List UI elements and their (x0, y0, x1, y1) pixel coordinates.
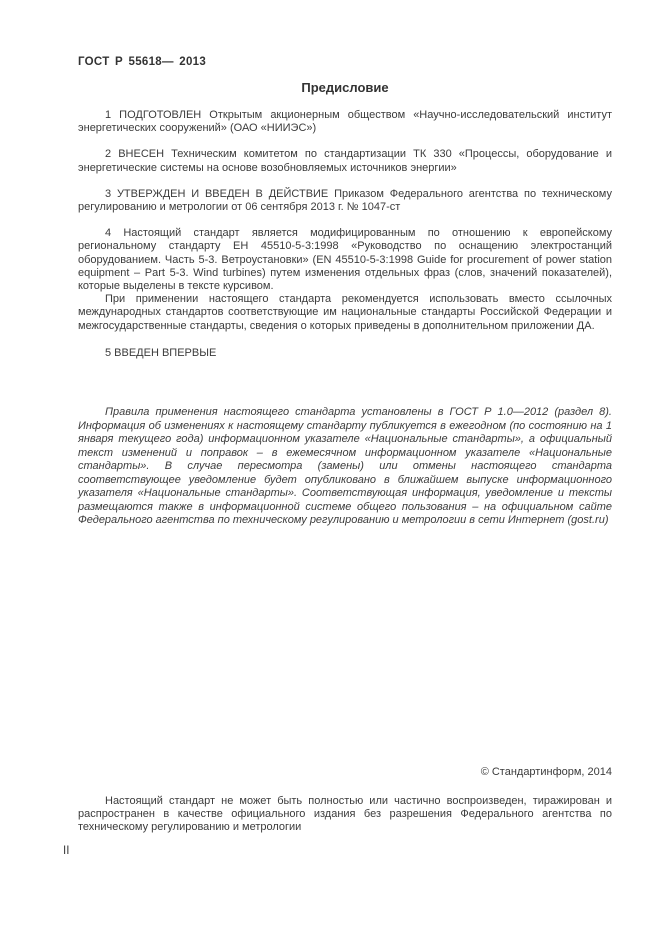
application-rules-note: Правила применения настоящего стандарта установлены в ГОСТ Р 1.0—2012 (раздел 8). Информация об изменениях к настоящему стандарту публикуется в ежегодном (по состоянию на 1 января текущего года) информационном указателе «Национальные стандарты», а официальный текст изменений и поправок – в ежемесячном информационном указателе «Национальные стандарты». В случае пересмотра (замены) или отмены настоящего стандарта соответствующее уведомление будет опубликовано в ближайшем выпуске информационного указателя «Национальные стандарты». Соответствующая информация, уведомление и тексты размещаются также в информационной системе общего пользования – на официальном сайте Федерального агентства по техническому регулированию и метрологии в сети Интернет (gost.ru) (78, 406, 612, 527)
clause-5-first-introduced: 5 ВВЕДЕН ВПЕРВЫЕ (105, 346, 217, 359)
clause-4-application-recommendation: При применении настоящего стандарта рекомендуется использовать вместо ссылочных международных стандартов соответствующие им национальные стандарты Российской Федерации и межгосударственные стандарты, сведения о которых приведены в дополнительном приложении ДА. (78, 293, 612, 332)
copyright-notice: © Стандартинформ, 2014 (480, 765, 612, 778)
reproduction-restriction-note: Настоящий стандарт не может быть полностью или частично воспроизведен, тиражирован и распространен в качестве официального издания без разрешения Федерального агентства по техническому регулированию и метрологии (78, 794, 612, 833)
page-number: II (63, 845, 70, 858)
standard-code: ГОСТ Р 55618— 2013 (78, 56, 207, 68)
clause-3-approved: 3 УТВЕРЖДЕН И ВВЕДЕН В ДЕЙСТВИЕ Приказом Федерального агентства по техническому регулированию и метрологии от 06 сентября 2013 г. № 1047-ст (78, 187, 612, 214)
clause-2-submitted-by: 2 ВНЕСЕН Техническим комитетом по стандартизации ТК 330 «Процессы, оборудование и энергетические системы на основе возобновляемых источников энергии» (78, 148, 612, 174)
clause-1-prepared-by: 1 ПОДГОТОВЛЕН Открытым акционерным обществом «Научно-исследовательский институт энергетических сооружений» (ОАО «НИИЭС») (78, 109, 612, 135)
page-title: Предисловие (301, 80, 389, 95)
clause-4-modified-standard: 4 Настоящий стандарт является модифицированным по отношению к европейскому региональному стандарту ЕН 45510-5-3:1998 «Руководство по оснащению электростанций оборудованием. Часть 5-3. Ветроустановки» (EN 45510-5-3:1998 Guide for procurement of power station equipment – Part 5-3. Wind turbines) путем изменения отдельных фраз (слов, значений показателей), которые выделены в тексте курсивом. (78, 227, 612, 293)
